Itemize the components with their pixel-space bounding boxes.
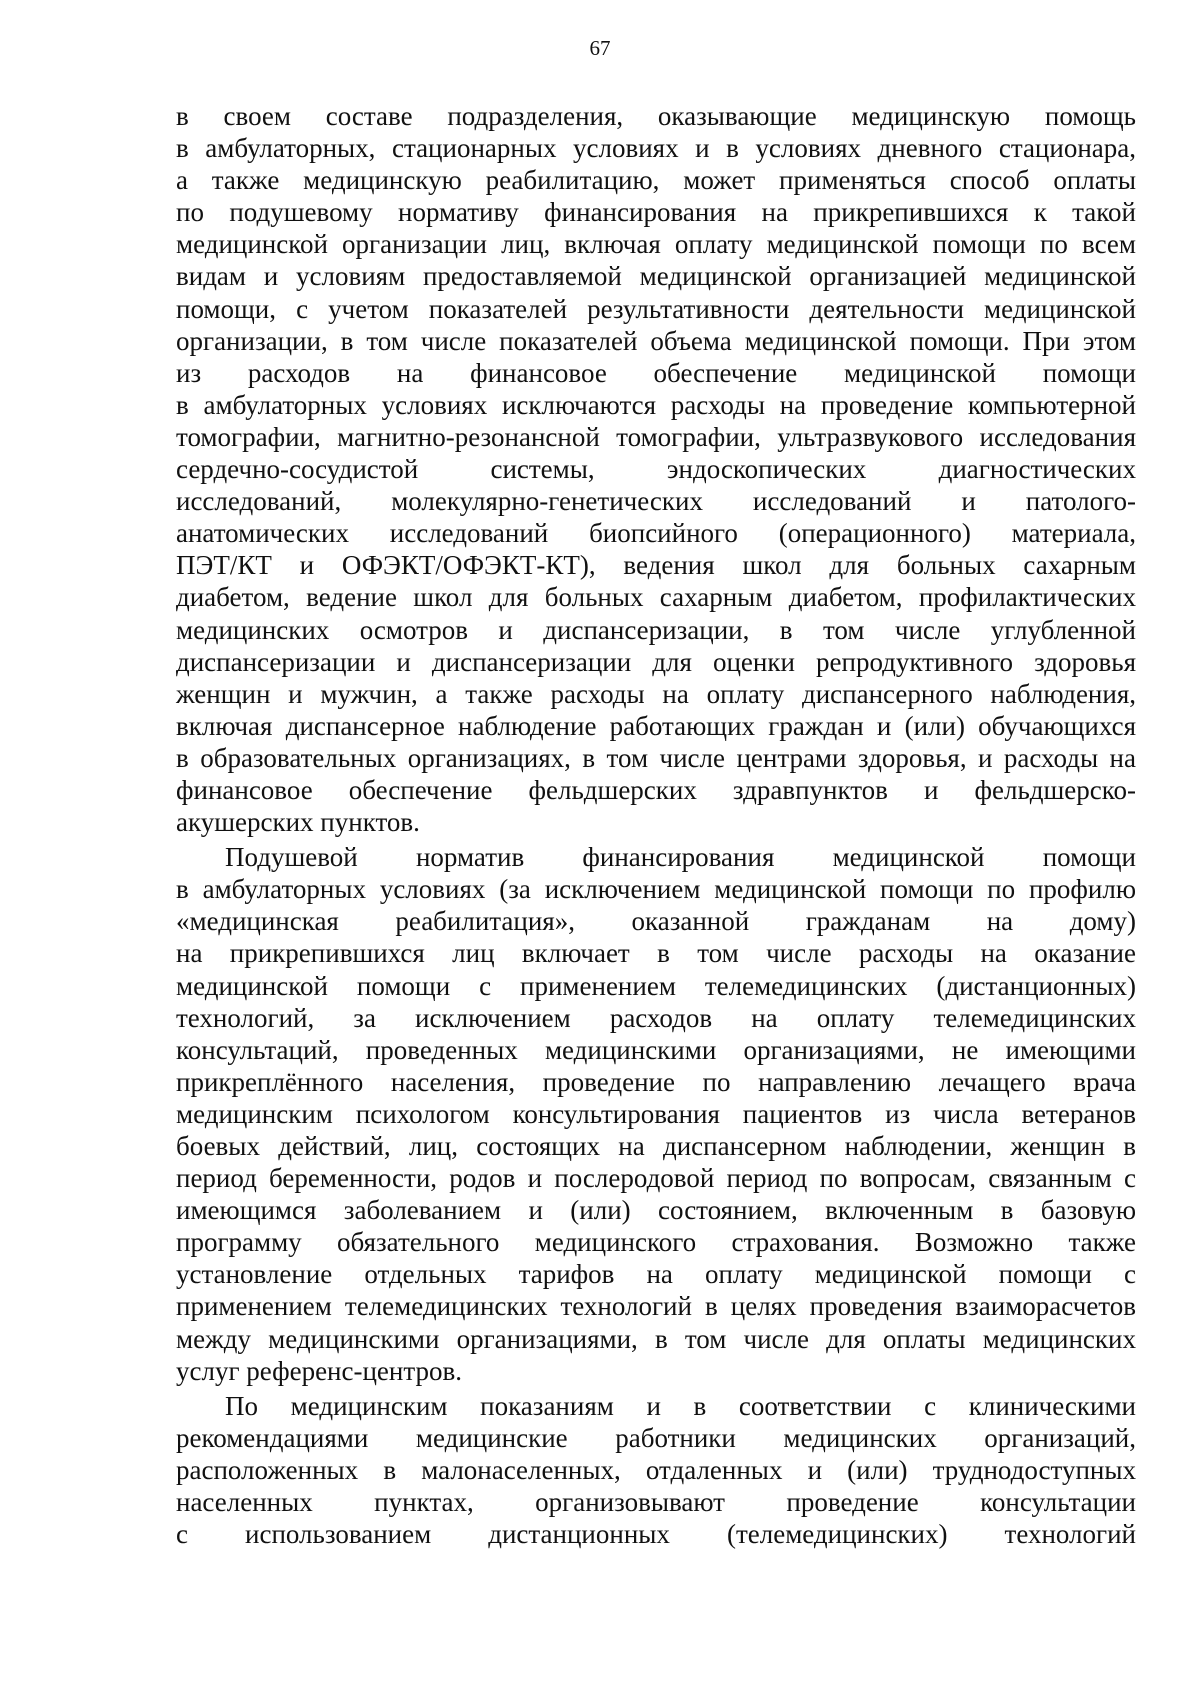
- text-line: ПЭТ/КТ и ОФЭКТ/ОФЭКТ-КТ), ведения школ для больных сахарным: [176, 550, 1136, 581]
- text-line: установление отдельных тарифов на оплату медицинской помощи с: [176, 1259, 1136, 1290]
- text-line: из расходов на финансовое обеспечение медицинской помощи: [176, 357, 1136, 388]
- text-line: консультаций, проведенных медицинскими организациями, не имеющими: [176, 1034, 1136, 1065]
- text-line: помощи, с учетом показателей результативности деятельности медицинской: [176, 293, 1136, 324]
- text-line: диспансеризации и диспансеризации для оценки репродуктивного здоровья: [176, 646, 1136, 677]
- text-line: рекомендациями медицинские работники медицинских организаций,: [176, 1422, 1136, 1453]
- text-line: организации, в том числе показателей объема медицинской помощи. При этом: [176, 325, 1136, 356]
- text-line: анатомических исследований биопсийного (операционного) материала,: [176, 518, 1136, 549]
- text-line: период беременности, родов и послеродовой период по вопросам, связанным с: [176, 1163, 1136, 1194]
- text-line: имеющимся заболеванием и (или) состоянием, включенным в базовую: [176, 1195, 1136, 1226]
- text-line: применением телемедицинских технологий в целях проведения взаиморасчетов: [176, 1291, 1136, 1322]
- text-line: в амбулаторных условиях исключаются расходы на проведение компьютерной: [176, 389, 1136, 420]
- text-line: а также медицинскую реабилитацию, может применяться способ оплаты: [176, 165, 1136, 196]
- text-line: томографии, магнитно-резонансной томографии, ультразвукового исследования: [176, 421, 1136, 452]
- document-body: [176, 100, 1136, 1550]
- text-line: в своем составе подразделения, оказывающие медицинскую помощь: [176, 101, 1136, 131]
- text-line: Подушевой норматив финансирования медицинской помощи: [225, 842, 1136, 873]
- text-line: технологий, за исключением расходов на оплату телемедицинских: [176, 1002, 1136, 1033]
- text-line: медицинских осмотров и диспансеризации, в том числе углубленной: [176, 614, 1136, 645]
- text-line: прикреплённого населения, проведение по направлению лечащего врача: [176, 1066, 1136, 1097]
- text-line: программу обязательного медицинского страхования. Возможно также: [176, 1227, 1136, 1258]
- paragraph: [176, 841, 1136, 1387]
- paragraph: [176, 1390, 1136, 1550]
- text-line: исследований, молекулярно-генетических исследований и патолого-: [176, 486, 1136, 517]
- text-line: в образовательных организациях, в том числе центрами здоровья, и расходы на: [176, 742, 1136, 773]
- text-line: включая диспансерное наблюдение работающих граждан и (или) обучающихся: [176, 710, 1136, 741]
- text-line: расположенных в малонаселенных, отдаленных и (или) труднодоступных: [176, 1454, 1136, 1485]
- text-line: медицинской организации лиц, включая оплату медицинской помощи по всем: [176, 229, 1136, 260]
- text-line: «медицинская реабилитация», оказанной гражданам на дому): [176, 906, 1136, 937]
- text-line: По медицинским показаниям и в соответствии с клиническими: [225, 1390, 1136, 1421]
- paragraph: [176, 100, 1136, 838]
- text-line: медицинской помощи с применением телемедицинских (дистанционных): [176, 970, 1136, 1001]
- page-number: 67: [589, 36, 611, 60]
- text-line: финансовое обеспечение фельдшерских здравпунктов и фельдшерско-: [176, 774, 1136, 805]
- text-line: на прикрепившихся лиц включает в том числе расходы на оказание: [176, 938, 1136, 969]
- text-line: в амбулаторных, стационарных условиях и в условиях дневного стационара,: [176, 133, 1136, 164]
- text-line: с использованием дистанционных (телемедицинских) технологий: [176, 1519, 1136, 1550]
- text-line: в амбулаторных условиях (за исключением медицинской помощи по профилю: [176, 874, 1136, 905]
- text-line: по подушевому нормативу финансирования на прикрепившихся к такой: [176, 197, 1136, 228]
- text-line: сердечно-сосудистой системы, эндоскопических диагностических: [176, 454, 1136, 485]
- text-line: диабетом, ведение школ для больных сахарным диабетом, профилактических: [176, 582, 1136, 613]
- text-line: женщин и мужчин, а также расходы на оплату диспансерного наблюдения,: [176, 678, 1136, 709]
- text-line: между медицинскими организациями, в том числе для оплаты медицинских: [176, 1323, 1136, 1354]
- text-line: медицинским психологом консультирования пациентов из числа ветеранов: [176, 1098, 1136, 1129]
- text-line: акушерских пунктов.: [176, 807, 420, 838]
- text-line: услуг референс-центров.: [176, 1355, 462, 1386]
- text-line: видам и условиям предоставляемой медицинской организацией медицинской: [176, 261, 1136, 292]
- text-line: боевых действий, лиц, состоящих на диспансерном наблюдении, женщин в: [176, 1131, 1136, 1161]
- text-line: населенных пунктах, организовывают проведение консультации: [176, 1487, 1136, 1518]
